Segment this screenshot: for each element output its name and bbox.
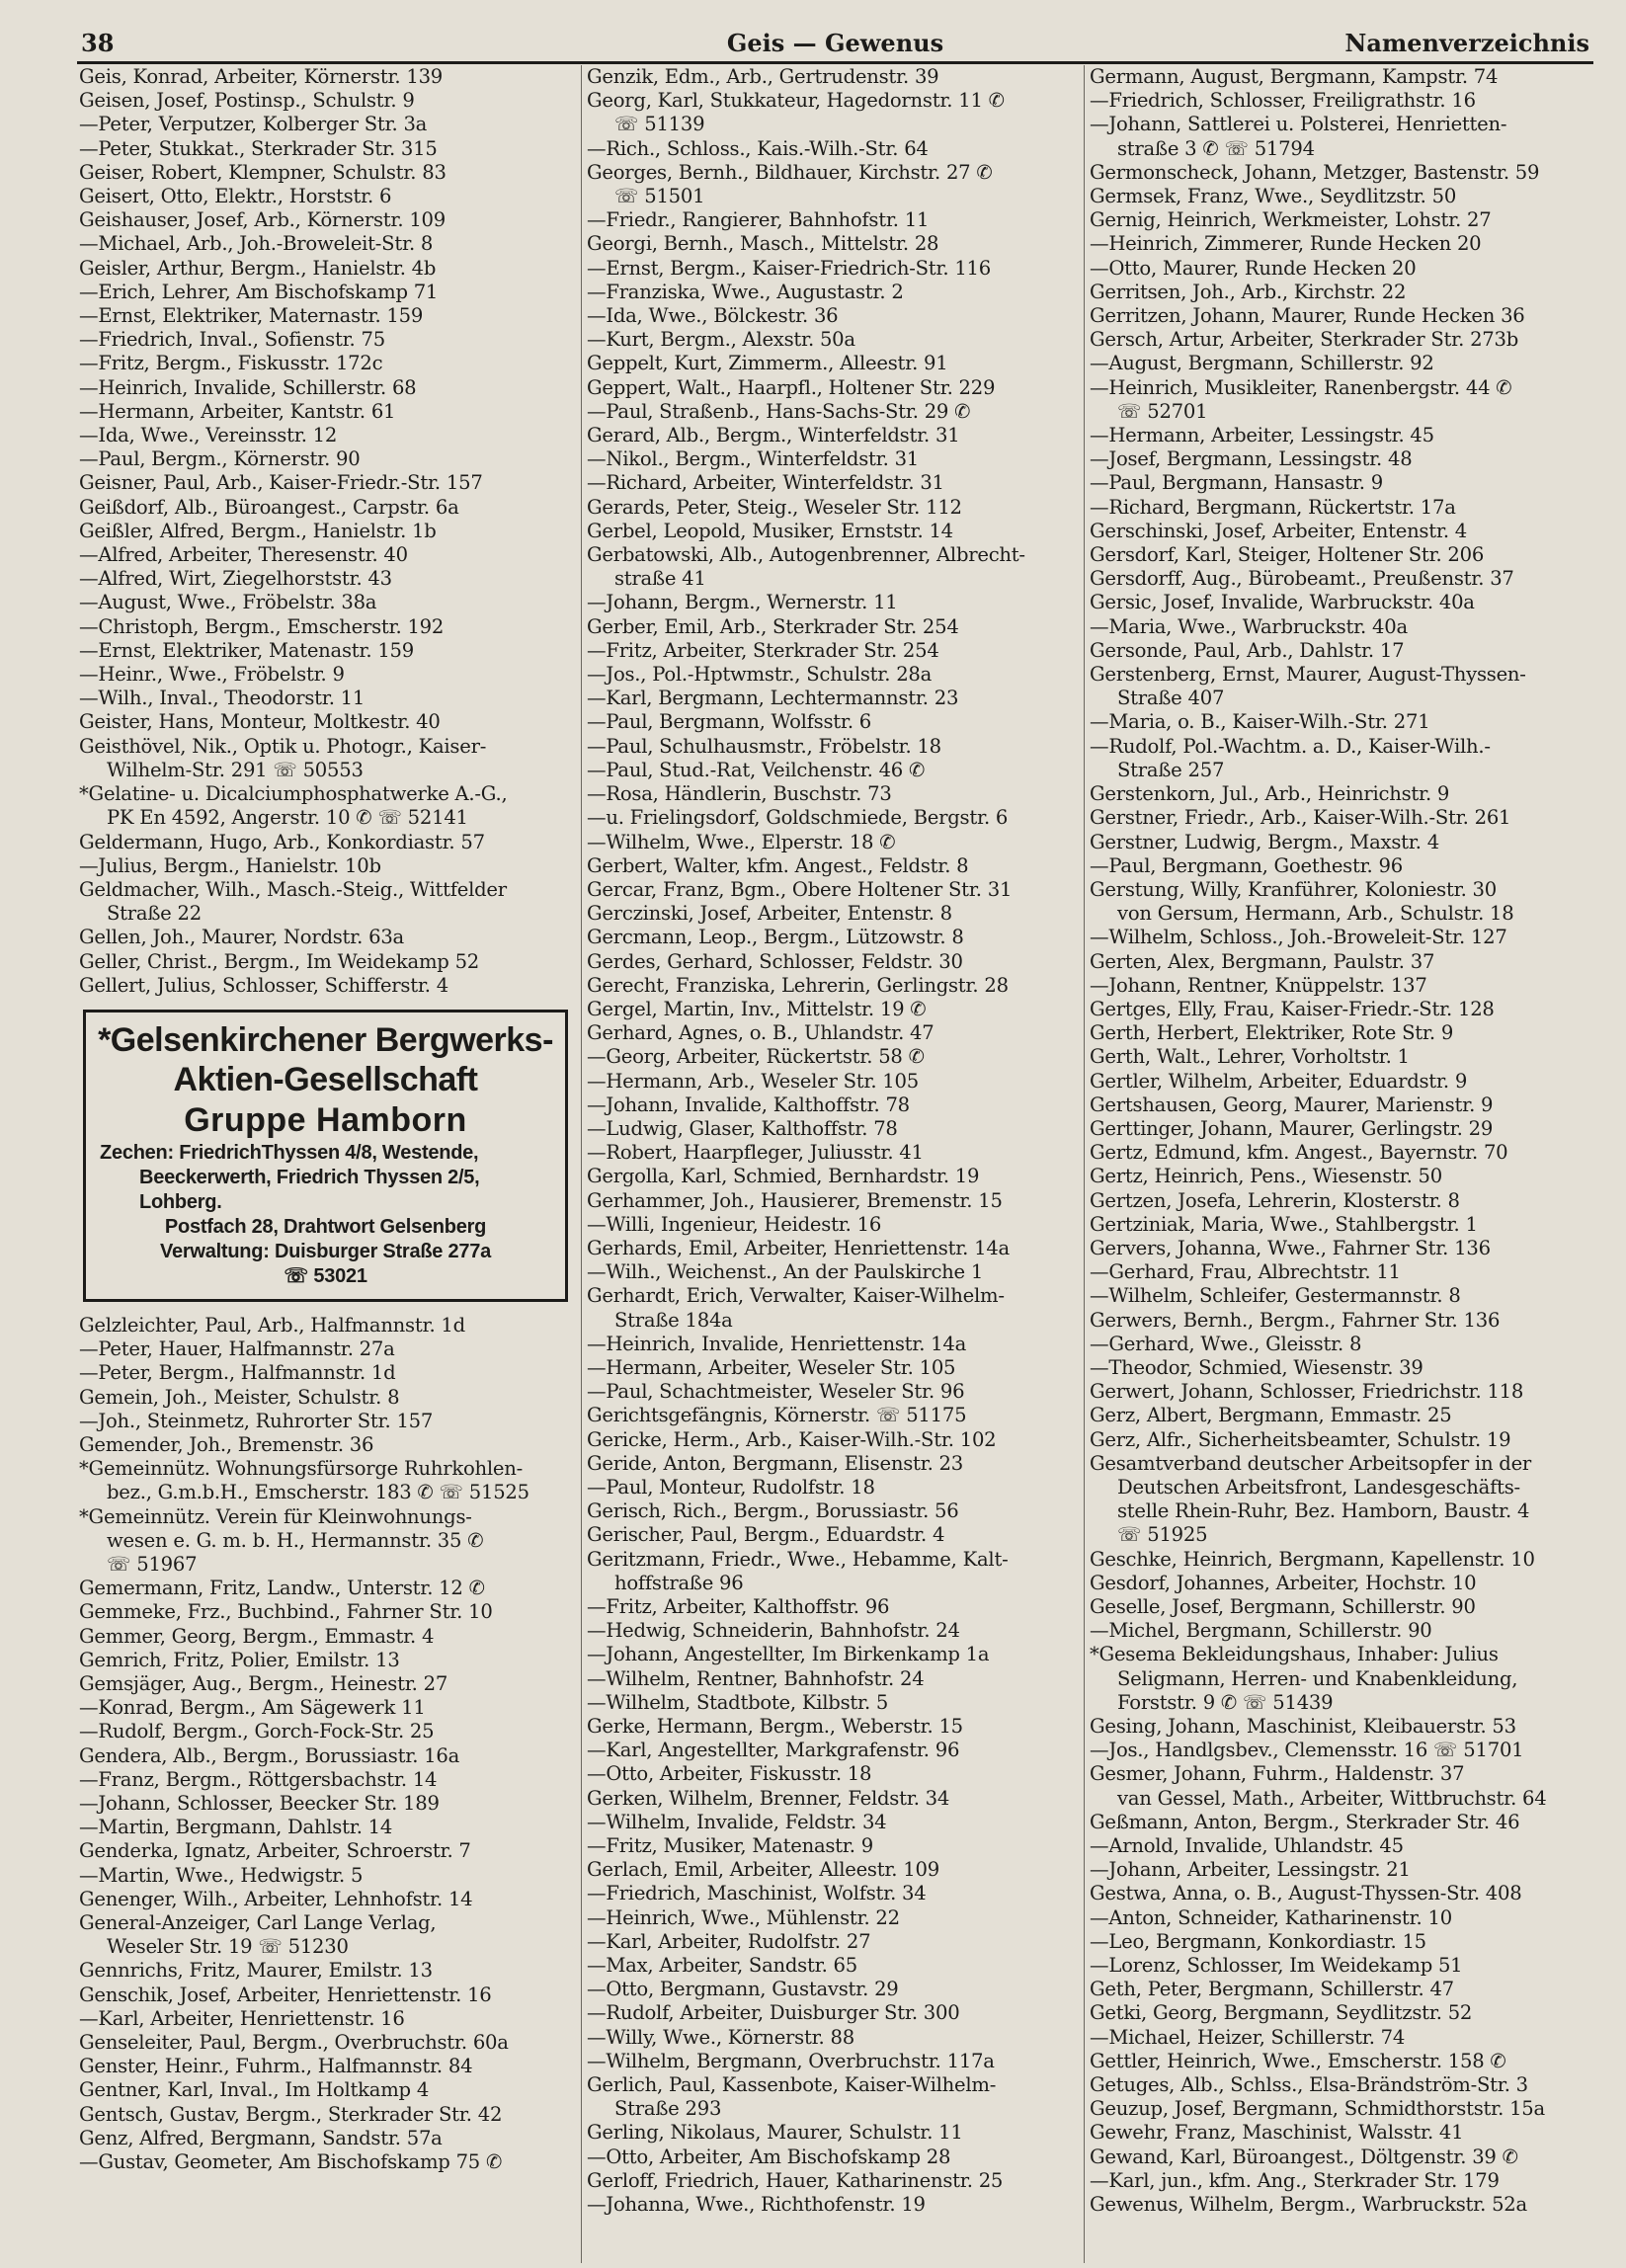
directory-entry: —Peter, Stukkat., Sterkrader Str. 315 <box>79 136 438 160</box>
directory-entry: Gerber, Emil, Arb., Sterkrader Str. 254 <box>587 614 959 638</box>
entry-list <box>1090 65 1593 2217</box>
directory-entry: Geuzup, Josef, Bergmann, Schmidthorststr. 15a <box>1090 2097 1545 2121</box>
directory-entry: Gercar, Franz, Bgm., Obere Holtener Str. 31 <box>587 877 1013 901</box>
directory-entry: Gettler, Heinrich, Wwe., Emscherstr. 158 ✆ <box>1090 2049 1506 2072</box>
directory-entry: *Gemeinnütz. Wohnungsfürsorge Ruhrkohlen- <box>79 1457 523 1481</box>
directory-entry: Gersic, Josef, Invalide, Warbruckstr. 40a <box>1090 591 1475 614</box>
directory-entry: Gewenus, Wilhelm, Bergm., Warbruckstr. 52a <box>1090 2193 1527 2217</box>
directory-entry: Gerbel, Leopold, Musiker, Ernststr. 14 <box>587 519 953 542</box>
directory-entry: —Johanna, Wwe., Richthofenstr. 19 <box>587 2193 926 2217</box>
directory-entry: Gerten, Alex, Bergmann, Paulstr. 37 <box>1090 949 1435 973</box>
directory-entry: —Josef, Bergmann, Lessingstr. 48 <box>1090 447 1413 471</box>
directory-entry: Gesing, Johann, Maschinist, Kleibauerstr. 53 <box>1090 1715 1516 1739</box>
directory-entry: Geiser, Robert, Klempner, Schulstr. 83 <box>79 160 447 184</box>
running-head: Geis — Gewenus <box>726 29 944 57</box>
directory-entry: Geißler, Alfred, Bergm., Hanielstr. 1b <box>79 519 437 542</box>
directory-entry: bez., G.m.b.H., Emscherstr. 183 ✆ ☏ 51525 <box>107 1481 529 1504</box>
ad-telephone: ☏ 53021 <box>284 1264 367 1287</box>
directory-entry: Geishauser, Josef, Arb., Körnerstr. 109 <box>79 208 446 232</box>
directory-entry: Gerz, Alfr., Sicherheitsbeamter, Schulstr. 19 <box>1090 1427 1511 1451</box>
directory-entry: —Friedrich, Maschinist, Wolfstr. 34 <box>587 1882 927 1905</box>
directory-entry: Gericke, Herm., Arb., Kaiser-Wilh.-Str. 102 <box>587 1427 997 1451</box>
directory-entry: Gertziniak, Maria, Wwe., Stahlbergstr. 1 <box>1090 1212 1478 1236</box>
directory-entry: Gemender, Joh., Bremenstr. 36 <box>79 1432 374 1456</box>
directory-entry: von Gersum, Hermann, Arb., Schulstr. 18 <box>1117 902 1514 926</box>
directory-entry: General-Anzeiger, Carl Lange Verlag, <box>79 1911 437 1934</box>
directory-entry: —Karl, jun., kfm. Ang., Sterkrader Str. 179 <box>1090 2168 1500 2192</box>
directory-entry: Geisen, Josef, Postinsp., Schulstr. 9 <box>79 89 415 113</box>
directory-entry: —Ernst, Bergm., Kaiser-Friedrich-Str. 116 <box>587 256 991 280</box>
directory-entry: —Leo, Bergmann, Konkordiastr. 15 <box>1090 1929 1426 1953</box>
directory-entry: —Michael, Arb., Joh.-Broweleit-Str. 8 <box>79 232 434 256</box>
directory-entry: —Heinrich, Invalide, Schillerstr. 68 <box>79 375 417 399</box>
directory-entry: —Hedwig, Schneiderin, Bahnhofstr. 24 <box>587 1619 960 1643</box>
directory-entry: —Michel, Bergmann, Schillerstr. 90 <box>1090 1619 1432 1643</box>
directory-entry: Gemein, Joh., Meister, Schulstr. 8 <box>79 1385 400 1409</box>
directory-entry: —Rudolf, Pol.-Wachtm. a. D., Kaiser-Wilh.- <box>1090 734 1491 758</box>
directory-entry: —Rich., Schloss., Kais.-Wilh.-Str. 64 <box>587 136 929 160</box>
directory-entry: —Heinrich, Zimmerer, Runde Hecken 20 <box>1090 232 1482 256</box>
directory-entry: —Georg, Arbeiter, Rückertstr. 58 ✆ <box>587 1045 925 1069</box>
directory-entry: —Theodor, Schmied, Wiesenstr. 39 <box>1090 1355 1423 1379</box>
directory-entry: Geth, Peter, Bergmann, Schillerstr. 47 <box>1090 1978 1454 2001</box>
directory-entry: Georges, Bernh., Bildhauer, Kirchstr. 27 ✆ <box>587 160 993 184</box>
directory-entry: Getki, Georg, Bergmann, Seydlitzstr. 52 <box>1090 2001 1473 2025</box>
page-header <box>77 20 1593 64</box>
directory-entry: hoffstraße 96 <box>614 1571 744 1594</box>
directory-entry: —August, Bergmann, Schillerstr. 92 <box>1090 352 1434 375</box>
directory-entry: Straße 22 <box>107 902 202 926</box>
column-divider <box>1084 65 1085 2263</box>
directory-entry: Geisert, Otto, Elektr., Horststr. 6 <box>79 185 392 208</box>
directory-entry: Gerhards, Emil, Arbeiter, Henriettenstr. 14a <box>587 1236 1010 1259</box>
directory-entry: —Ida, Wwe., Vereinsstr. 12 <box>79 424 338 447</box>
directory-entry: —Fritz, Musiker, Matenastr. 9 <box>587 1834 873 1858</box>
directory-entry: Gercmann, Leop., Bergm., Lützowstr. 8 <box>587 926 964 949</box>
directory-entry: —Richard, Bergmann, Rückertstr. 17a <box>1090 495 1456 519</box>
section-title: Namenverzeichnis <box>1344 29 1589 57</box>
directory-entry: —Karl, Arbeiter, Rudolfstr. 27 <box>587 1929 871 1953</box>
directory-entry: —Christoph, Bergm., Emscherstr. 192 <box>79 614 445 638</box>
directory-entry: Straße 257 <box>1117 758 1225 781</box>
directory-entry: —Hermann, Arbeiter, Kantstr. 61 <box>79 399 396 423</box>
directory-entry: Gerichtsgefängnis, Körnerstr. ☏ 51175 <box>587 1404 967 1427</box>
directory-entry: —Hermann, Arb., Weseler Str. 105 <box>587 1069 919 1093</box>
directory-entry: —Franziska, Wwe., Augustastr. 2 <box>587 280 904 303</box>
directory-entry: —Anton, Schneider, Katharinenstr. 10 <box>1090 1905 1452 1929</box>
directory-entry: —Johann, Schlosser, Beecker Str. 189 <box>79 1791 440 1815</box>
directory-entry: Geisthövel, Nik., Optik u. Photogr., Kaiser- <box>79 734 487 758</box>
directory-entry: —Peter, Bergm., Halfmannstr. 1d <box>79 1361 396 1385</box>
directory-entry: —Martin, Wwe., Hedwigstr. 5 <box>79 1863 364 1887</box>
directory-entry: —Alfred, Wirt, Ziegelhorststr. 43 <box>79 567 392 591</box>
directory-entry: —Wilhelm, Stadtbote, Kilbstr. 5 <box>587 1690 889 1714</box>
directory-entry: —Wilh., Inval., Theodorstr. 11 <box>79 687 366 710</box>
directory-entry: Geis, Konrad, Arbeiter, Körnerstr. 139 <box>79 65 444 88</box>
directory-entry: Gerbert, Walter, kfm. Angest., Feldstr. 8 <box>587 853 969 877</box>
directory-entry: —Wilh., Weichenst., An der Paulskirche 1 <box>587 1260 984 1284</box>
directory-entry: Genseleiter, Paul, Bergm., Overbruchstr. 60a <box>79 2031 509 2055</box>
directory-entry: —Johann, Angestellter, Im Birkenkamp 1a <box>587 1643 990 1666</box>
directory-entry: PK En 4592, Angerstr. 10 ✆ ☏ 52141 <box>107 806 468 830</box>
directory-entry: —Otto, Bergmann, Gustavstr. 29 <box>587 1978 899 2001</box>
ad-zechen-line: Lohberg. <box>139 1190 222 1213</box>
directory-entry: Weseler Str. 19 ☏ 51230 <box>107 1935 349 1959</box>
directory-entry: Gendera, Alb., Bergm., Borussiastr. 16a <box>79 1743 460 1767</box>
directory-entry: Gerken, Wilhelm, Brenner, Feldstr. 34 <box>587 1786 950 1810</box>
directory-entry: —Konrad, Bergm., Am Sägewerk 11 <box>79 1696 426 1720</box>
directory-entry: Gertz, Heinrich, Pens., Wiesenstr. 50 <box>1090 1165 1442 1188</box>
directory-entry: ☏ 52701 <box>1117 399 1208 423</box>
directory-entry: Gemmeke, Frz., Buchbind., Fahrner Str. 10 <box>79 1600 493 1624</box>
directory-entry: Gerritsen, Joh., Arb., Kirchstr. 22 <box>1090 280 1407 303</box>
directory-entry: —Peter, Verputzer, Kolberger Str. 3a <box>79 113 428 136</box>
directory-entry: —Karl, Arbeiter, Henriettenstr. 16 <box>79 2006 405 2030</box>
directory-entry: —Heinrich, Musikleiter, Ranenbergstr. 44 ✆ <box>1090 375 1512 399</box>
directory-entry: *Gelatine- u. Dicalciumphosphatwerke A.-G., <box>79 782 508 806</box>
directory-entry: Genschik, Josef, Arbeiter, Henriettenstr. 16 <box>79 1983 492 2006</box>
directory-entry: —Johann, Sattlerei u. Polsterei, Henrietten- <box>1090 113 1507 136</box>
ad-company-line-1: *Gelsenkirchener Bergwerks- <box>98 1020 553 1059</box>
directory-entry: Gennrichs, Fritz, Maurer, Emilstr. 13 <box>79 1959 433 1983</box>
directory-entry: Geldermann, Hugo, Arb., Konkordiastr. 57 <box>79 830 485 853</box>
directory-entry: Gentner, Karl, Inval., Im Holtkamp 4 <box>79 2078 430 2102</box>
directory-entry: —Maria, o. B., Kaiser-Wilh.-Str. 271 <box>1090 710 1430 734</box>
directory-entry: —Erich, Lehrer, Am Bischofskamp 71 <box>79 280 439 303</box>
directory-entry: —Johann, Invalide, Kalthoffstr. 78 <box>587 1093 910 1116</box>
directory-entry: Gerhammer, Joh., Hausierer, Bremenstr. 15 <box>587 1188 1003 1212</box>
directory-entry: —Fritz, Bergm., Fiskusstr. 172c <box>79 352 383 375</box>
directory-entry: Geller, Christ., Bergm., Im Weidekamp 52 <box>79 949 479 973</box>
directory-entry: —Ida, Wwe., Bölckestr. 36 <box>587 304 839 328</box>
directory-entry: —Paul, Bergmann, Goethestr. 96 <box>1090 853 1403 877</box>
directory-entry: straße 41 <box>614 567 706 591</box>
page-number: 38 <box>81 29 115 57</box>
directory-entry: Gerecht, Franziska, Lehrerin, Gerlingstr. 28 <box>587 973 1009 997</box>
directory-entry: —Hermann, Arbeiter, Lessingstr. 45 <box>1090 424 1434 447</box>
directory-entry: —Otto, Arbeiter, Am Bischofskamp 28 <box>587 2145 951 2168</box>
directory-entry: Gertshausen, Georg, Maurer, Marienstr. 9 <box>1090 1093 1494 1116</box>
directory-entry: —Friedr., Rangierer, Bahnhofstr. 11 <box>587 208 930 232</box>
directory-entry: —Wilhelm, Invalide, Feldstr. 34 <box>587 1810 887 1833</box>
directory-entry: ☏ 51925 <box>1117 1523 1208 1547</box>
directory-entry: —Paul, Straßenb., Hans-Sachs-Str. 29 ✆ <box>587 399 971 423</box>
directory-entry: Geppelt, Kurt, Zimmerm., Alleestr. 91 <box>587 352 948 375</box>
directory-entry: —Otto, Arbeiter, Fiskusstr. 18 <box>587 1762 872 1786</box>
directory-entry: Genzik, Edm., Arb., Gertrudenstr. 39 <box>587 65 939 88</box>
directory-entry: —Alfred, Arbeiter, Theresenstr. 40 <box>79 543 408 567</box>
directory-entry: Gewehr, Franz, Maschinist, Walsstr. 41 <box>1090 2121 1464 2145</box>
directory-entry: Gerwers, Bernh., Bergm., Fahrner Str. 136 <box>1090 1308 1501 1332</box>
directory-entry: Geisler, Arthur, Bergm., Hanielstr. 4b <box>79 256 437 280</box>
ad-zechen-line: Zechen: FriedrichThyssen 4/8, Westende, <box>100 1141 479 1164</box>
directory-entry: Geritzmann, Friedr., Wwe., Hebamme, Kalt- <box>587 1547 1009 1571</box>
directory-entry: —Heinrich, Invalide, Henriettenstr. 14a <box>587 1332 967 1355</box>
directory-entry: —Ernst, Elektriker, Matenastr. 159 <box>79 638 414 662</box>
directory-entry: Gerstenberg, Ernst, Maurer, August-Thyssen- <box>1090 663 1526 687</box>
entry-list <box>79 1314 576 2174</box>
directory-entry: —Friedrich, Schlosser, Freiligrathstr. 16 <box>1090 89 1476 113</box>
directory-entry: Getuges, Alb., Schlss., Elsa-Brändström-Str. 3 <box>1090 2073 1528 2097</box>
column-1 <box>79 65 576 2263</box>
directory-entry: —Maria, Wwe., Warbruckstr. 40a <box>1090 614 1408 638</box>
entry-list <box>587 65 1079 2217</box>
directory-entry: Gerards, Peter, Steig., Weseler Str. 112 <box>587 495 962 519</box>
directory-entry: Germann, August, Bergmann, Kampstr. 74 <box>1090 65 1499 88</box>
directory-entry: Gerth, Herbert, Elektriker, Rote Str. 9 <box>1090 1021 1454 1045</box>
directory-entry: Genenger, Wilh., Arbeiter, Lehnhofstr. 14 <box>79 1887 473 1910</box>
directory-entry: —Paul, Monteur, Rudolfstr. 18 <box>587 1475 875 1498</box>
directory-entry: Gesdorf, Johannes, Arbeiter, Hochstr. 10 <box>1090 1571 1477 1594</box>
directory-entry: Genz, Alfred, Bergmann, Sandstr. 57a <box>79 2126 443 2149</box>
directory-entry: —Peter, Hauer, Halfmannstr. 27a <box>79 1337 395 1361</box>
directory-entry: Gerz, Albert, Bergmann, Emmastr. 25 <box>1090 1404 1452 1427</box>
directory-entry: —Paul, Bergmann, Hansastr. 9 <box>1090 471 1383 495</box>
ad-verwaltung: Verwaltung: Duisburger Straße 277a <box>160 1240 491 1262</box>
directory-entry: —Paul, Bergmann, Wolfsstr. 6 <box>587 710 872 734</box>
directory-entry: Gesamtverband deutscher Arbeitsopfer in der <box>1090 1451 1532 1475</box>
entry-list <box>79 65 576 998</box>
directory-entry: —Johann, Rentner, Knüppelstr. 137 <box>1090 973 1427 997</box>
directory-entry: —Ernst, Elektriker, Maternastr. 159 <box>79 304 424 328</box>
directory-entry: Gersdorf, Karl, Steiger, Holtener Str. 206 <box>1090 543 1485 567</box>
directory-entry: Deutschen Arbeitsfront, Landesgeschäfts- <box>1117 1475 1520 1498</box>
directory-entry: —Willi, Ingenieur, Heidestr. 16 <box>587 1212 882 1236</box>
directory-entry: —u. Frielingsdorf, Goldschmiede, Bergstr. 6 <box>587 806 1009 830</box>
directory-entry: —Michael, Heizer, Schillerstr. 74 <box>1090 2025 1406 2049</box>
directory-entry: Gerhard, Agnes, o. B., Uhlandstr. 47 <box>587 1021 935 1045</box>
directory-entry: Gerke, Hermann, Bergm., Weberstr. 15 <box>587 1715 963 1739</box>
directory-entry: Gerttinger, Johann, Maurer, Gerlingstr. 29 <box>1090 1116 1494 1140</box>
directory-entry: —Gerhard, Wwe., Gleisstr. 8 <box>1090 1332 1362 1355</box>
directory-entry: —Heinr., Wwe., Fröbelstr. 9 <box>79 663 345 687</box>
directory-entry: Genster, Heinr., Fuhrm., Halfmannstr. 84 <box>79 2055 473 2078</box>
directory-entry: Gersdorff, Aug., Bürobeamt., Preußenstr. 37 <box>1090 567 1514 591</box>
directory-entry: Gerstenkorn, Jul., Arb., Heinrichstr. 9 <box>1090 782 1450 806</box>
directory-entry: Gentsch, Gustav, Bergm., Sterkrader Str. 42 <box>79 2102 503 2126</box>
directory-entry: Gewand, Karl, Büroangest., Döltgenstr. 39 ✆ <box>1090 2145 1518 2168</box>
column-2 <box>587 65 1079 2263</box>
directory-entry: Geschke, Heinrich, Bergmann, Kapellenstr. 10 <box>1090 1547 1535 1571</box>
directory-entry: straße 3 ✆ ☏ 51794 <box>1117 136 1315 160</box>
directory-entry: Gemsjäger, Aug., Bergm., Heinestr. 27 <box>79 1671 448 1695</box>
directory-entry: van Gessel, Math., Arbeiter, Wittbruchstr. 64 <box>1117 1786 1547 1810</box>
directory-entry: Gergel, Martin, Inv., Mittelstr. 19 ✆ <box>587 997 927 1020</box>
directory-entry: Genderka, Ignatz, Arbeiter, Schroerstr. 7 <box>79 1839 471 1863</box>
directory-entry: —Joh., Steinmetz, Ruhrorter Str. 157 <box>79 1409 434 1432</box>
directory-entry: —Jos., Handlgsbev., Clemensstr. 16 ☏ 51701 <box>1090 1739 1524 1762</box>
directory-entry: —Arnold, Invalide, Uhlandstr. 45 <box>1090 1834 1404 1858</box>
directory-entry: Geride, Anton, Bergmann, Elisenstr. 23 <box>587 1451 963 1475</box>
directory-entry: —Karl, Bergmann, Lechtermannstr. 23 <box>587 687 959 710</box>
directory-entry: —Lorenz, Schlosser, Im Weidekamp 51 <box>1090 1954 1463 1978</box>
advertisement-box <box>83 1010 568 1302</box>
directory-entry: Georgi, Bernh., Masch., Mittelstr. 28 <box>587 232 939 256</box>
directory-entry: Gerlach, Emil, Arbeiter, Alleestr. 109 <box>587 1858 939 1882</box>
directory-entry: stelle Rhein-Ruhr, Bez. Hamborn, Baustr. 4 <box>1117 1499 1530 1523</box>
directory-entry: —Julius, Bergm., Hanielstr. 10b <box>79 853 381 877</box>
directory-entry: —Fritz, Arbeiter, Sterkrader Str. 254 <box>587 638 939 662</box>
directory-entry: —Max, Arbeiter, Sandstr. 65 <box>587 1954 857 1978</box>
directory-entry: —Richard, Arbeiter, Winterfeldstr. 31 <box>587 471 944 495</box>
directory-entry: Gerdes, Gerhard, Schlosser, Feldstr. 30 <box>587 949 963 973</box>
directory-entry: Gertzen, Josefa, Lehrerin, Klosterstr. 8 <box>1090 1188 1460 1212</box>
directory-entry: Gerstung, Willy, Kranführer, Koloniestr. 30 <box>1090 877 1497 901</box>
column-divider <box>581 65 582 2263</box>
directory-entry: wesen e. G. m. b. H., Hermannstr. 35 ✆ <box>107 1528 484 1552</box>
directory-entry: Straße 184a <box>614 1308 733 1332</box>
directory-entry: —Wilhelm, Schleifer, Gestermannstr. 8 <box>1090 1284 1461 1308</box>
directory-entry: Gervers, Johanna, Wwe., Fahrner Str. 136 <box>1090 1236 1491 1259</box>
directory-entry: Gerling, Nikolaus, Maurer, Schulstr. 11 <box>587 2121 963 2145</box>
directory-entry: —Gustav, Geometer, Am Bischofskamp 75 ✆ <box>79 2150 503 2174</box>
directory-entry: —Rudolf, Arbeiter, Duisburger Str. 300 <box>587 2001 960 2025</box>
directory-entry: Geisner, Paul, Arb., Kaiser-Friedr.-Str. 157 <box>79 471 483 495</box>
directory-entry: —Fritz, Arbeiter, Kalthoffstr. 96 <box>587 1595 890 1618</box>
directory-entry: —Jos., Pol.-Hptwmstr., Schulstr. 28a <box>587 663 933 687</box>
directory-entry: —Franz, Bergm., Röttgersbachstr. 14 <box>79 1767 438 1791</box>
directory-entry: —Robert, Haarpfleger, Juliusstr. 41 <box>587 1141 924 1165</box>
directory-entry: Gesmer, Johann, Fuhrm., Haldenstr. 37 <box>1090 1762 1465 1786</box>
directory-entry: —Willy, Wwe., Körnerstr. 88 <box>587 2025 854 2049</box>
ad-zechen-line: Beeckerwerth, Friedrich Thyssen 2/5, <box>139 1166 480 1188</box>
directory-entry: —August, Wwe., Fröbelstr. 38a <box>79 591 377 614</box>
directory-entry: Gellert, Julius, Schlosser, Schifferstr. 4 <box>79 973 448 997</box>
ad-company-line-2: Aktien-Gesellschaft <box>173 1060 478 1098</box>
directory-entry: —Heinrich, Wwe., Mühlenstr. 22 <box>587 1905 900 1929</box>
directory-entry: Gernig, Heinrich, Werkmeister, Lohstr. 27 <box>1090 208 1492 232</box>
directory-entry: Gerschinski, Josef, Arbeiter, Entenstr. 4 <box>1090 519 1467 542</box>
directory-entry: Gerisch, Rich., Bergm., Borussiastr. 56 <box>587 1499 959 1523</box>
directory-entry: Gerstner, Friedr., Arb., Kaiser-Wilh.-Str. 261 <box>1090 806 1511 830</box>
directory-entry: Gerth, Walt., Lehrer, Vorholtstr. 1 <box>1090 1045 1410 1069</box>
directory-entry: —Paul, Stud.-Rat, Veilchenstr. 46 ✆ <box>587 758 926 781</box>
directory-entry: Geppert, Walt., Haarpfl., Holtener Str. 229 <box>587 375 996 399</box>
directory-entry: —Paul, Schachtmeister, Weseler Str. 96 <box>587 1380 965 1404</box>
directory-entry: —Paul, Bergm., Körnerstr. 90 <box>79 447 361 471</box>
column-3 <box>1090 65 1593 2263</box>
directory-entry: Gemmer, Georg, Bergm., Emmastr. 4 <box>79 1624 435 1648</box>
directory-entry: ☏ 51501 <box>614 185 705 208</box>
directory-entry: *Gemeinnütz. Verein für Kleinwohnungs- <box>79 1504 472 1528</box>
directory-entry: Gerbatowski, Alb., Autogenbrenner, Albrecht- <box>587 543 1025 567</box>
directory-entry: Georg, Karl, Stukkateur, Hagedornstr. 11 ✆ <box>587 89 1005 113</box>
ad-group-name: Gruppe Hamborn <box>184 1100 467 1139</box>
directory-entry: ☏ 51967 <box>107 1552 198 1576</box>
directory-entry: Gestwa, Anna, o. B., August-Thyssen-Str. 408 <box>1090 1882 1522 1905</box>
directory-entry: Geister, Hans, Monteur, Moltkestr. 40 <box>79 710 441 734</box>
directory-entry: Straße 293 <box>614 2097 722 2121</box>
directory-entry: Straße 407 <box>1117 687 1225 710</box>
directory-entry: Geselle, Josef, Bergmann, Schillerstr. 90 <box>1090 1595 1476 1618</box>
directory-entry: —Ludwig, Glaser, Kalthoffstr. 78 <box>587 1116 898 1140</box>
directory-entry: —Paul, Schulhausmstr., Fröbelstr. 18 <box>587 734 941 758</box>
directory-entry: Gertz, Edmund, kfm. Angest., Bayernstr. 70 <box>1090 1141 1508 1165</box>
directory-entry: Gersonde, Paul, Arb., Dahlstr. 17 <box>1090 638 1405 662</box>
directory-entry: *Gesema Bekleidungshaus, Inhaber: Julius <box>1090 1643 1499 1666</box>
directory-entry: Gerritzen, Johann, Maurer, Runde Hecken 36 <box>1090 304 1525 328</box>
directory-entry: —Rosa, Händlerin, Buschstr. 73 <box>587 782 892 806</box>
directory-entry: Gerstner, Ludwig, Bergm., Maxstr. 4 <box>1090 830 1439 853</box>
directory-entry: Forststr. 9 ✆ ☏ 51439 <box>1117 1690 1334 1714</box>
ad-postfach: Postfach 28, Drahtwort Gelsenberg <box>164 1215 487 1238</box>
directory-entry: ☏ 51139 <box>614 113 705 136</box>
directory-entry: Gerczinski, Josef, Arbeiter, Entenstr. 8 <box>587 902 952 926</box>
directory-entry: Gellen, Joh., Maurer, Nordstr. 63a <box>79 926 404 949</box>
directory-entry: Germsek, Franz, Wwe., Seydlitzstr. 50 <box>1090 185 1457 208</box>
directory-entry: —Hermann, Arbeiter, Weseler Str. 105 <box>587 1355 956 1379</box>
directory-entry: Gerlich, Paul, Kassenbote, Kaiser-Wilhelm- <box>587 2073 997 2097</box>
directory-entry: —Kurt, Bergm., Alexstr. 50a <box>587 328 855 352</box>
directory-entry: —Wilhelm, Wwe., Elperstr. 18 ✆ <box>587 830 896 853</box>
directory-entry: Gemermann, Fritz, Landw., Unterstr. 12 ✆ <box>79 1577 485 1600</box>
directory-entry: —Karl, Angestellter, Markgrafenstr. 96 <box>587 1739 960 1762</box>
directory-entry: —Johann, Arbeiter, Lessingstr. 21 <box>1090 1858 1411 1882</box>
directory-entry: —Otto, Maurer, Runde Hecken 20 <box>1090 256 1417 280</box>
directory-entry: —Martin, Bergmann, Dahlstr. 14 <box>79 1816 393 1839</box>
directory-entry: —Johann, Bergm., Wernerstr. 11 <box>587 591 898 614</box>
directory-entry: Seligmann, Herren- und Knabenkleidung, <box>1117 1666 1518 1690</box>
directory-entry: Gerard, Alb., Bergm., Winterfeldstr. 31 <box>587 424 960 447</box>
directory-entry: Geßmann, Anton, Bergm., Sterkrader Str. 46 <box>1090 1810 1520 1833</box>
directory-entry: Gemrich, Fritz, Polier, Emilstr. 13 <box>79 1648 400 1671</box>
directory-entry: —Wilhelm, Bergmann, Overbruchstr. 117a <box>587 2049 995 2072</box>
directory-entry: Gerhardt, Erich, Verwalter, Kaiser-Wilhelm- <box>587 1284 1005 1308</box>
directory-entry: Gelzleichter, Paul, Arb., Halfmannstr. 1d <box>79 1313 465 1336</box>
directory-entry: Gerloff, Friedrich, Hauer, Katharinenstr. 25 <box>587 2168 1004 2192</box>
directory-entry: —Friedrich, Inval., Sofienstr. 75 <box>79 328 385 352</box>
directory-entry: Gergolla, Karl, Schmied, Bernhardstr. 19 <box>587 1165 980 1188</box>
directory-entry: Gertges, Elly, Frau, Kaiser-Friedr.-Str. 128 <box>1090 997 1495 1020</box>
directory-entry: Gerwert, Johann, Schlosser, Friedrichstr. 118 <box>1090 1380 1524 1404</box>
directory-entry: Wilhelm-Str. 291 ☏ 50553 <box>107 758 364 781</box>
directory-entry: —Wilhelm, Schloss., Joh.-Broweleit-Str. 127 <box>1090 926 1507 949</box>
directory-entry: Gertler, Wilhelm, Arbeiter, Eduardstr. 9 <box>1090 1069 1468 1093</box>
directory-entry: —Rudolf, Bergm., Gorch-Fock-Str. 25 <box>79 1720 435 1743</box>
directory-entry: Gerischer, Paul, Bergm., Eduardstr. 4 <box>587 1523 945 1547</box>
directory-entry: —Wilhelm, Rentner, Bahnhofstr. 24 <box>587 1666 925 1690</box>
directory-entry: Geißdorf, Alb., Büroangest., Carpstr. 6a <box>79 495 459 519</box>
ad-zechen <box>96 1141 555 1215</box>
directory-entry: Germonscheck, Johann, Metzger, Bastenstr. 59 <box>1090 160 1540 184</box>
directory-entry: Geldmacher, Wilh., Masch.-Steig., Wittfelder <box>79 877 507 901</box>
directory-entry: —Gerhard, Frau, Albrechtstr. 11 <box>1090 1260 1401 1284</box>
directory-entry: —Nikol., Bergm., Winterfeldstr. 31 <box>587 447 919 471</box>
directory-entry: Gersch, Artur, Arbeiter, Sterkrader Str. 273b <box>1090 328 1519 352</box>
